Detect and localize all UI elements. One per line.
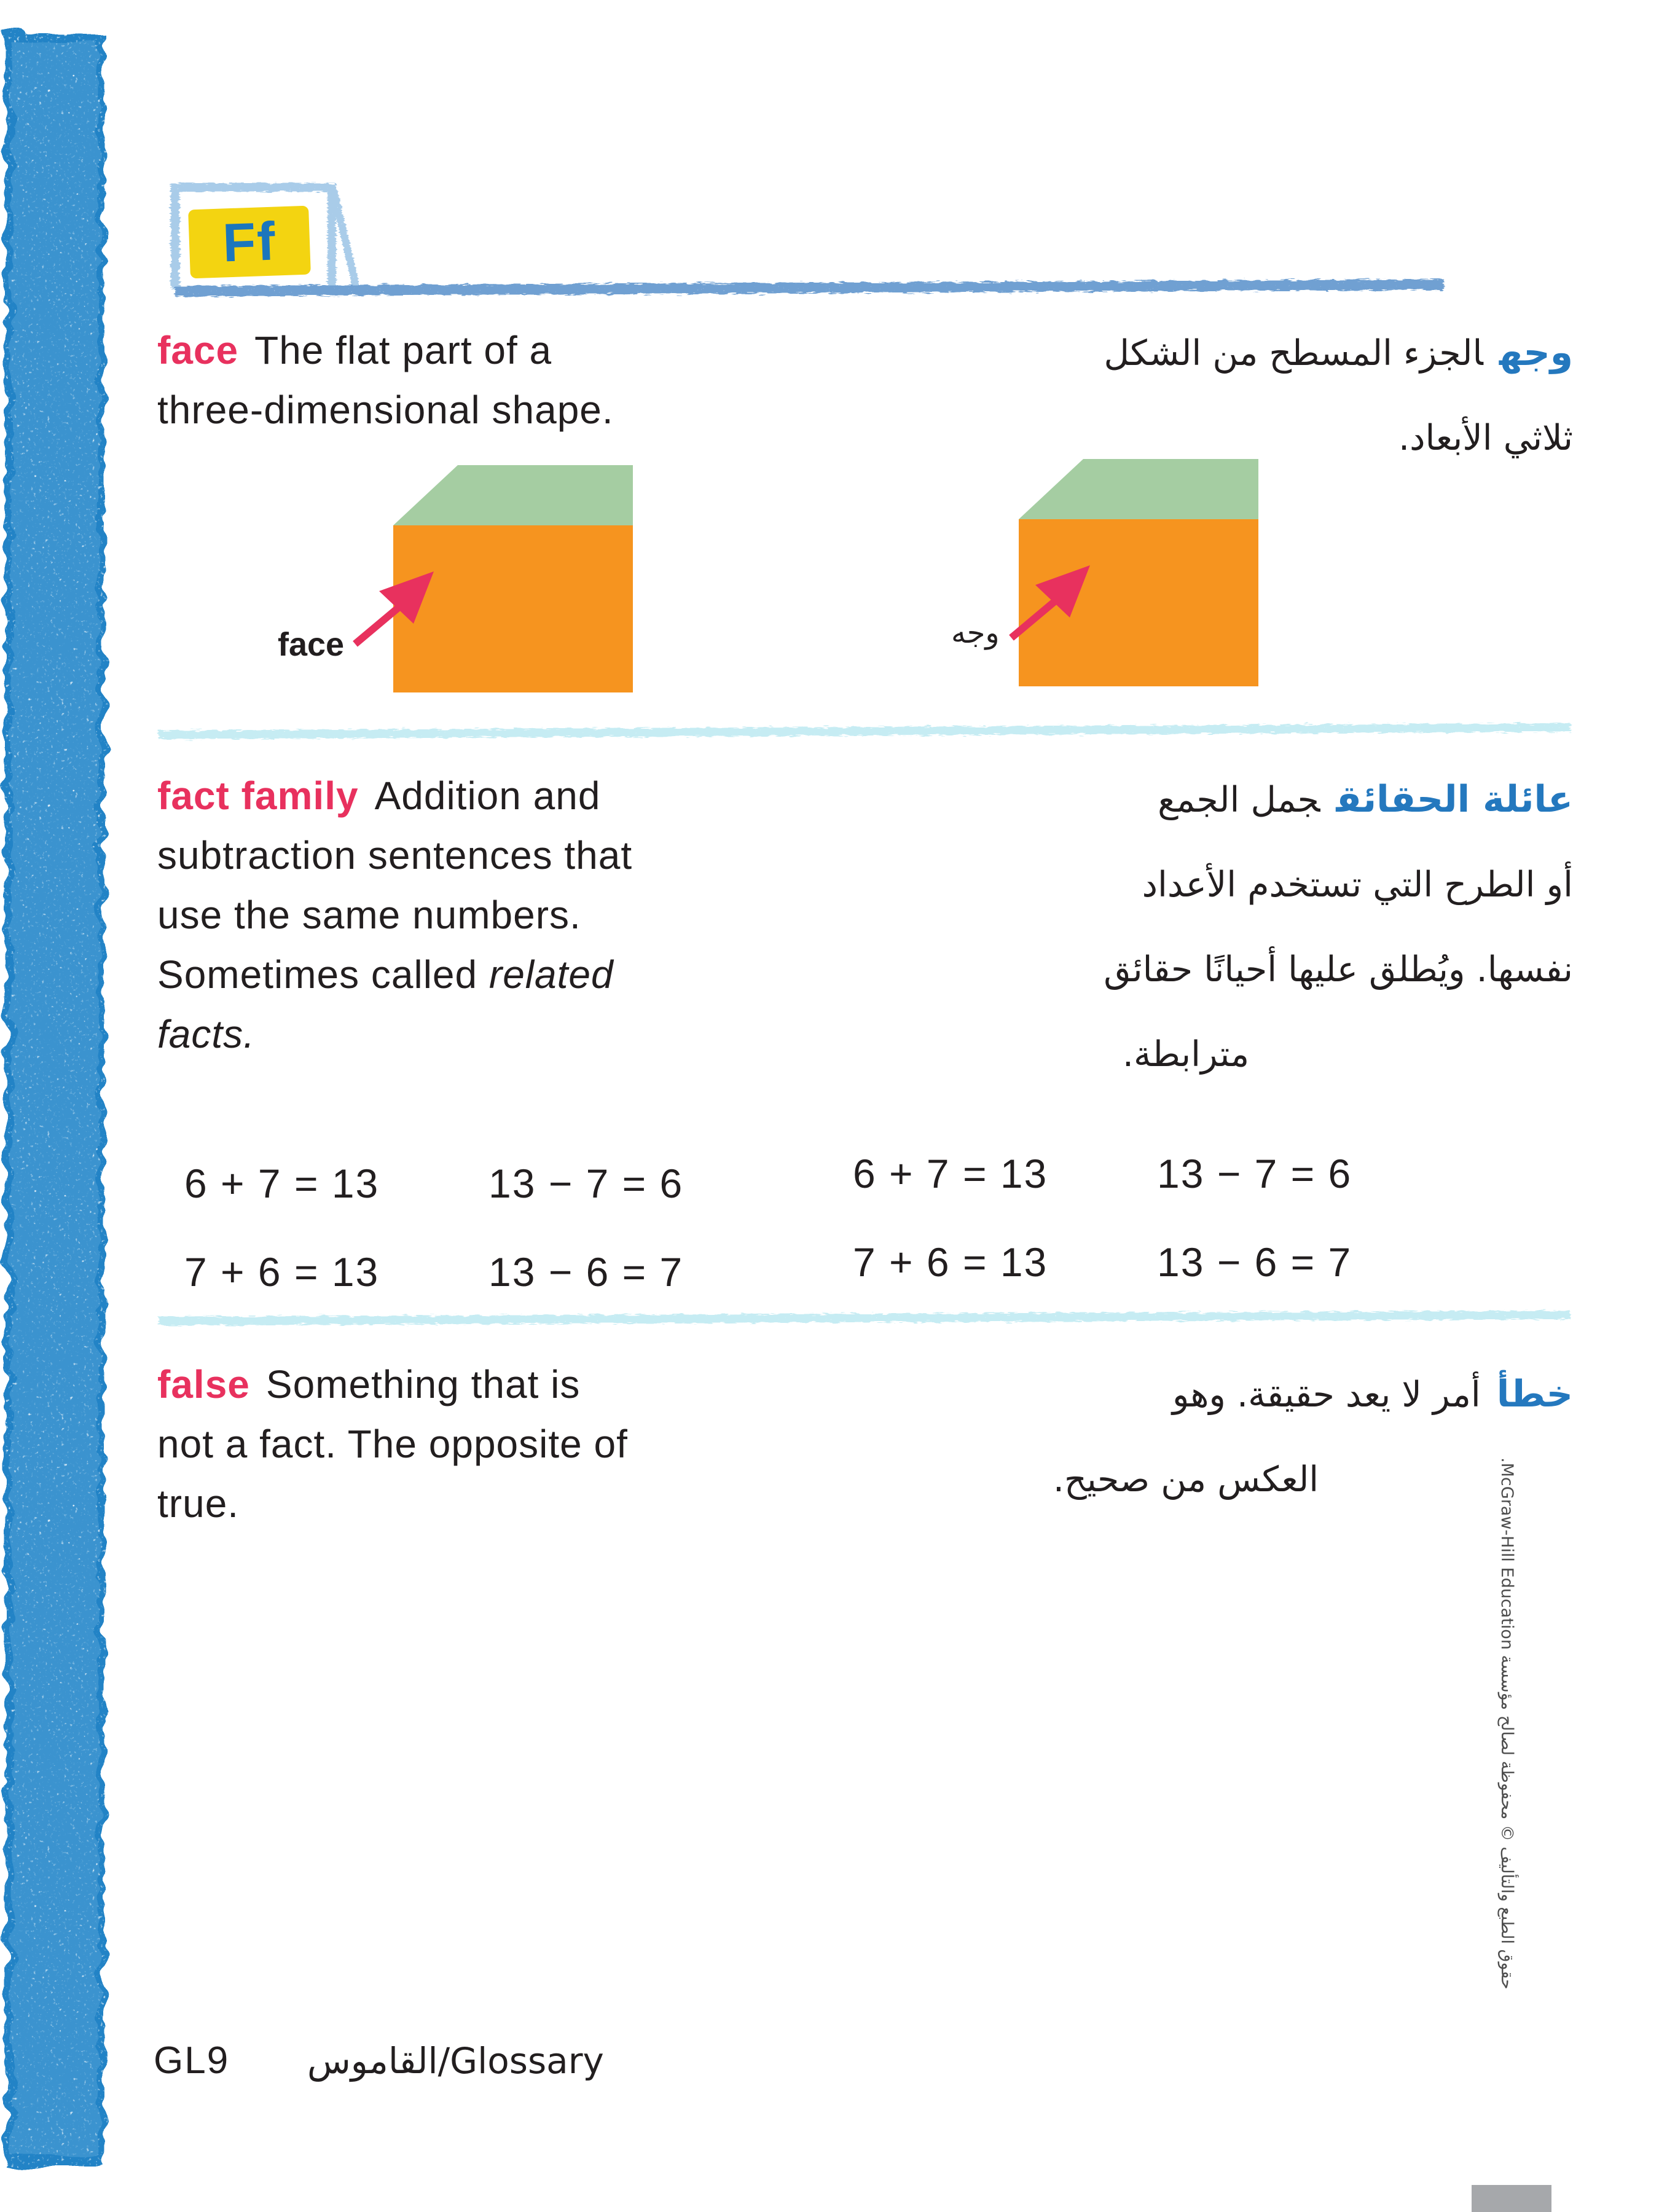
equation: 6 + 7 = 13 — [184, 1161, 380, 1206]
entry-face-en — [157, 321, 614, 440]
definition-line: ثلاثي الأبعاد. — [1398, 418, 1573, 458]
definition-line: three-dimensional shape. — [157, 388, 614, 432]
cube-label-face-en: face — [278, 626, 345, 663]
equation-row — [853, 1239, 1352, 1285]
equation: 6 + 7 = 13 — [853, 1151, 1048, 1196]
definition-text: Addition and — [374, 774, 601, 818]
definition-text: The flat part of a — [254, 328, 552, 372]
letter-tab-box-slant — [334, 190, 356, 288]
definition-line — [157, 321, 614, 380]
term-false-ar: خطأ — [1496, 1373, 1573, 1416]
term-face-ar: وجه — [1499, 331, 1573, 374]
definition-line: أو الطرح التي تستخدم الأعداد — [1142, 865, 1573, 905]
term-false-en: false — [157, 1362, 250, 1406]
term-fact-family-ar: عائلة الحقائق — [1336, 778, 1573, 821]
page-number: GL9 — [154, 2039, 230, 2082]
definition-line: subtraction sentences that — [157, 833, 633, 877]
entry-false-ar — [799, 1352, 1573, 1522]
definition-text: الجزء المسطح من الشكل — [1104, 333, 1483, 374]
definition-text: Sometimes called — [157, 952, 489, 997]
cube-top-face — [393, 465, 633, 525]
letter-tab-label: Ff — [221, 210, 278, 273]
definition-text-italic: related — [488, 952, 614, 997]
definition-line — [157, 766, 632, 826]
fact-family-equations-right — [853, 1150, 1352, 1327]
definition-line: not a fact. The opposite of — [157, 1422, 628, 1466]
print-mark — [1472, 2185, 1551, 2212]
definition-line — [799, 1352, 1573, 1437]
header-rule — [175, 284, 1444, 291]
definition-line: نفسها. ويُطلق عليها أحيانًا حقائق — [1104, 949, 1573, 990]
definition-line — [799, 757, 1573, 842]
equation-row — [853, 1150, 1352, 1197]
cube-label-face-ar: وجه — [951, 616, 1000, 650]
definition-text: Something that is — [265, 1362, 581, 1406]
definition-text: جمل الجمع — [1158, 780, 1320, 820]
definition-line: مترابطة. — [1122, 1034, 1250, 1075]
copyright-sidebar-text: حقوق الطبع والتأليف © محفوظة لصالح مؤسسة McGraw-Hill Education. — [1497, 1457, 1516, 1990]
definition-line: العكس من صحيح. — [1053, 1459, 1319, 1500]
term-fact-family-en: fact family — [157, 774, 359, 818]
entry-false-en — [157, 1355, 628, 1534]
equation: 13 − 7 = 6 — [1157, 1151, 1352, 1196]
equation: 13 − 7 = 6 — [488, 1161, 684, 1206]
entry-fact-family-en — [157, 766, 632, 1064]
equation-row — [184, 1249, 683, 1295]
equation: 13 − 6 = 7 — [488, 1249, 684, 1295]
equation-row — [184, 1160, 683, 1207]
cube-front-face — [393, 525, 633, 692]
definition-line — [157, 1355, 628, 1414]
equation: 7 + 6 = 13 — [853, 1239, 1048, 1285]
left-border-strip-overlay — [12, 43, 98, 2157]
section-divider-1 — [159, 728, 1571, 735]
definition-text: أمر لا يعد حقيقة. وهو — [1172, 1375, 1481, 1415]
cube-diagram-right — [1011, 459, 1258, 686]
definition-line: use the same numbers. — [157, 893, 581, 937]
definition-line — [799, 310, 1573, 396]
equation: 7 + 6 = 13 — [184, 1249, 380, 1295]
letter-tab — [188, 206, 311, 279]
entry-face-ar — [799, 310, 1573, 480]
fact-family-equations-left — [184, 1160, 683, 1337]
entry-fact-family-ar — [799, 757, 1573, 1097]
equation: 13 − 6 = 7 — [1157, 1239, 1352, 1285]
definition-line: true. — [157, 1481, 240, 1526]
definition-line — [157, 945, 632, 1005]
definition-line: facts. — [157, 1012, 255, 1056]
cube-diagram-left — [355, 465, 633, 692]
glossary-footer-label: القاموس/Glossary — [307, 2040, 604, 2082]
term-face-en: face — [157, 328, 239, 372]
